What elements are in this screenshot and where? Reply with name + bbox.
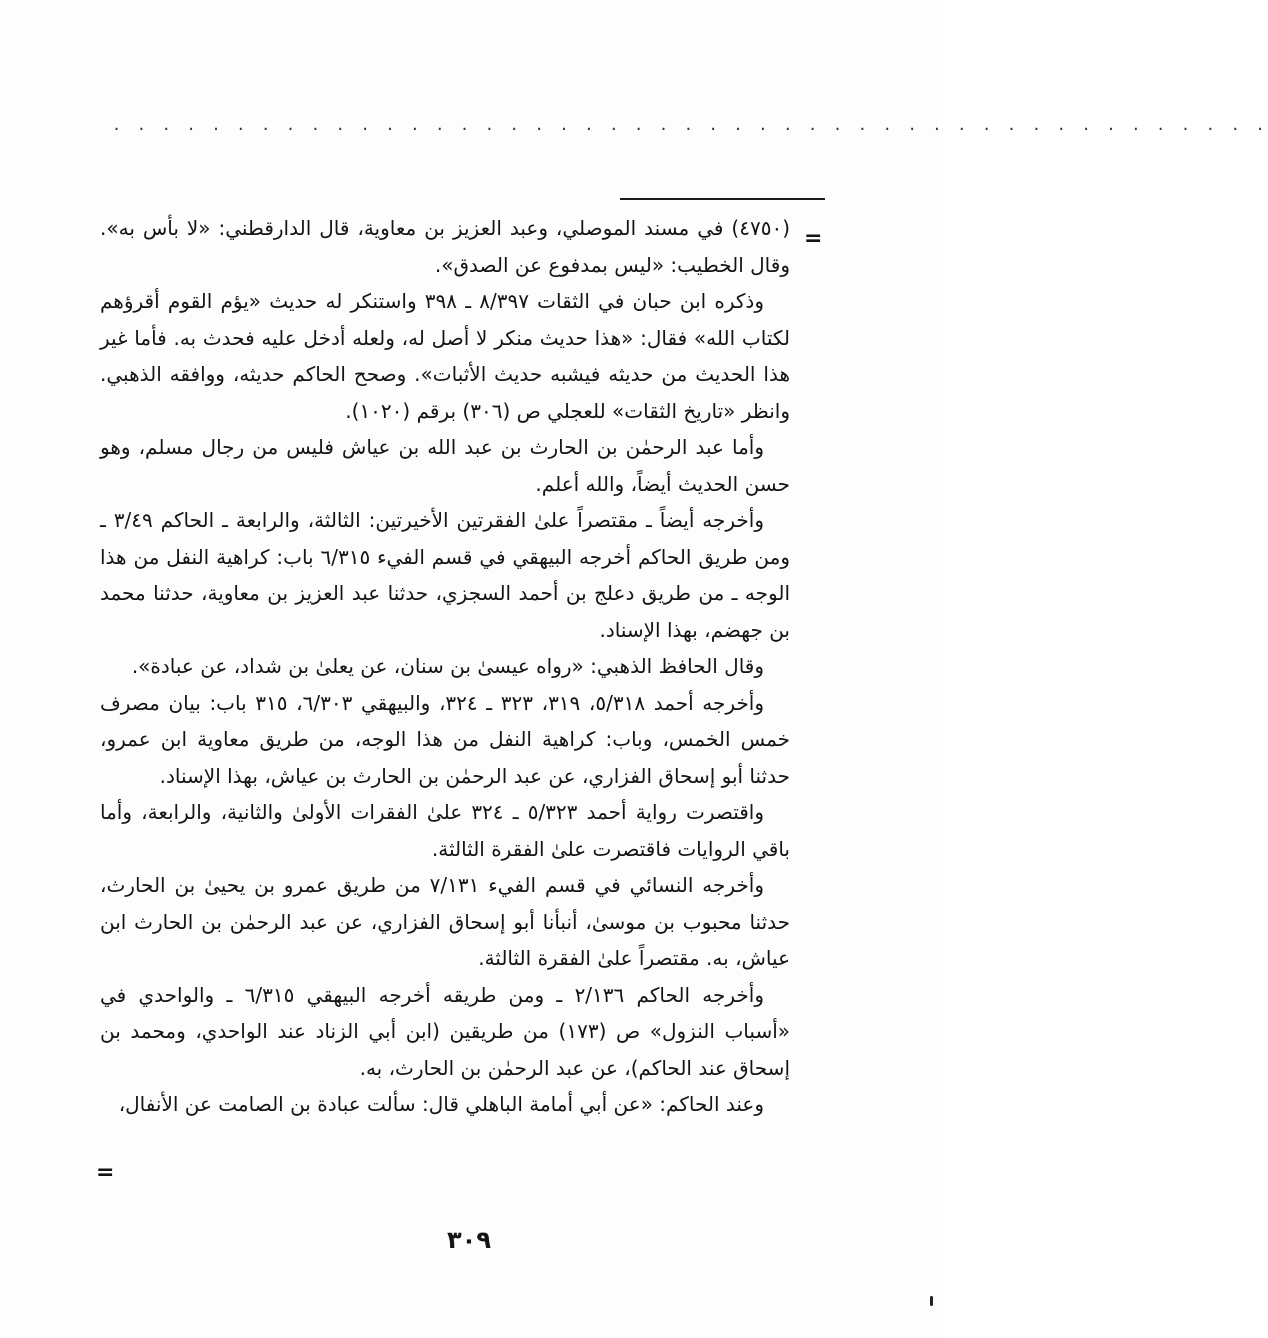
paragraph-6: وأخرجه أحمد ٥/٣١٨، ٣١٩، ٣٢٣ ـ ٣٢٤، والبيهقي ٦/٣٠٣، ٣١٥ باب: بيان مصرف خمس الخمس، وباب: كراهية النفل من هذا الوجه، من طريق معاوية ابن عمرو، حدثنا أبو إسحاق الفزاري، عن عبد الرحمٰن بن الحارث بن عياش، بهذا الإسناد. <box>100 690 790 788</box>
scan-speck <box>930 1296 933 1306</box>
paragraph-7: واقتصرت رواية أحمد ٥/٣٢٣ ـ ٣٢٤ علىٰ الفقرات الأولىٰ والثانية، والرابعة، وأما باقي الروايات فاقتصرت علىٰ الفقرة الثالثة. <box>100 800 790 861</box>
continuation-mark-start: = <box>804 226 823 251</box>
dotted-separator: . . . . . . . . . . . . . . . . . . . . . . . . . . . . . . . . . . . . . . . . . . . . . . . <box>112 116 1268 134</box>
paragraph-3: وأما عبد الرحمٰن بن الحارث بن عبد الله بن عياش فليس من رجال مسلم، وهو حسن الحديث أيضاً، والله أعلم. <box>100 435 790 496</box>
paragraph-5: وقال الحافظ الذهبي: «رواه عيسىٰ بن سنان، عن يعلىٰ بن شداد، عن عبادة». <box>131 654 764 678</box>
paragraph-1: (٤٧٥٠) في مسند الموصلي، وعبد العزيز بن معاوية، قال الدارقطني: «لا بأس به». وقال الخطيب: «ليس بمدفوع عن الصدق». <box>100 216 790 277</box>
footnote-rule <box>620 198 825 200</box>
footnote-text <box>100 210 790 1123</box>
paragraph-9: وأخرجه الحاكم ٢/١٣٦ ـ ومن طريقه أخرجه البيهقي ٦/٣١٥ ـ والواحدي في «أسباب النزول» ص (١٧٣) من طريقين (ابن أبي الزناد عند الواحدي، ومحمد بن إسحاق عند الحاكم)، عن عبد الرحمٰن بن الحارث، به. <box>100 982 790 1080</box>
continuation-mark-end: = <box>96 1160 115 1185</box>
paragraph-4: وأخرجه أيضاً ـ مقتصراً علىٰ الفقرتين الأخيرتين: الثالثة، والرابعة ـ الحاكم ٣/٤٩ ـ ومن طريق الحاكم أخرجه البيهقي في قسم الفيء ٦/٣١٥ باب: كراهية النفل من هذا الوجه ـ من طريق دعلج بن أحمد السجزي، حدثنا عبد العزيز بن معاوية، حدثنا محمد بن جهضم، بهذا الإسناد. <box>100 508 790 642</box>
page-number: ٣٠٩ <box>447 1226 491 1254</box>
paragraph-8: وأخرجه النسائي في قسم الفيء ٧/١٣١ من طريق عمرو بن يحيىٰ بن الحارث، حدثنا محبوب بن موسىٰ، أنبأنا أبو إسحاق الفزاري، عن عبد الرحمٰن بن الحارث ابن عياش، به. مقتصراً علىٰ الفقرة الثالثة. <box>100 873 790 970</box>
paragraph-10: وعند الحاكم: «عن أبي أمامة الباهلي قال: سألت عبادة بن الصامت عن الأنفال، <box>118 1092 764 1116</box>
paragraph-2: وذكره ابن حبان في الثقات ٨/٣٩٧ ـ ٣٩٨ واستنكر له حديث «يؤم القوم أقرؤهم لكتاب الله» فقال: «هذا حديث منكر لا أصل له، ولعله أدخل عليه فحدث به. فأما غير هذا الحديث من حديثه فيشبه حديث الأثبات». وصحح الحاكم حديثه، ووافقه الذهبي. وانظر «تاريخ الثقات» للعجلي ص (٣٠٦) برقم (١٠٢٠). <box>100 289 790 423</box>
